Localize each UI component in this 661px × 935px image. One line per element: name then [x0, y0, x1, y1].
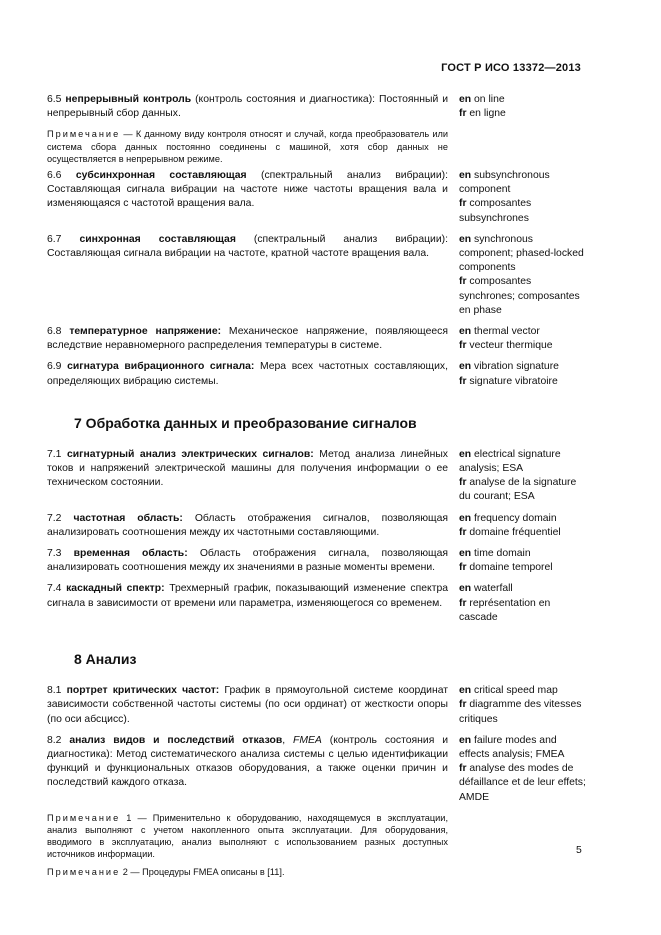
entries-group: [47, 93, 587, 121]
translation: [459, 169, 587, 197]
translation: [459, 582, 587, 596]
translation: [459, 93, 587, 107]
language-code: en: [459, 94, 472, 105]
term-number: 6.9: [47, 361, 62, 373]
term-number: 7.4: [47, 583, 62, 595]
term-number: 7.2: [47, 512, 62, 524]
translation-text: on line: [474, 94, 505, 105]
term-entry: [47, 169, 587, 226]
term-body: Метод анализа линейных токов и напряжений электрической машины для получения информации о ее техническом состоянии.: [47, 448, 449, 489]
term-definition: [47, 547, 448, 575]
translation: [459, 762, 587, 805]
translation-text: time domain: [474, 548, 531, 560]
term-entry: [47, 233, 587, 318]
translation-text: vibration signature: [474, 361, 559, 373]
entries-group: [47, 448, 587, 625]
language-code: en: [459, 583, 472, 595]
language-code: en: [459, 448, 472, 460]
term-number: 8.1: [47, 685, 62, 697]
term-definition: [47, 582, 448, 625]
term-entry: [47, 547, 587, 575]
term-number: 7.3: [47, 548, 62, 560]
language-code: fr: [459, 340, 467, 352]
term-translations: [459, 512, 587, 540]
language-code: fr: [459, 763, 467, 775]
translation: [459, 684, 587, 698]
translation: [459, 476, 587, 504]
term-name: синхронная составляющая: [79, 233, 236, 245]
term-definition: [47, 734, 448, 805]
note: [47, 812, 448, 861]
note-prefix: Примечание: [47, 129, 121, 140]
note-prefix: Примечание: [47, 812, 121, 823]
translation-text: vecteur thermique: [469, 340, 553, 352]
term-number: 6.7: [47, 233, 62, 245]
term-number: 7.1: [47, 448, 62, 460]
translation: [459, 512, 587, 526]
translation-text: subsynchronous component: [459, 170, 550, 196]
term-definition: [47, 169, 448, 226]
term-translations: [459, 360, 587, 388]
translation: [459, 698, 587, 726]
term-body: Мера всех частотных составляющих, определяющих вибрацию системы.: [47, 361, 448, 387]
translation: [459, 561, 587, 575]
term-name: каскадный спектр:: [66, 583, 165, 595]
term-definition: [47, 684, 448, 727]
language-code: fr: [459, 477, 467, 489]
language-code: fr: [459, 597, 467, 609]
term-name: сигнатурный анализ электрических сигналов:: [66, 448, 314, 460]
term-name: частотная область:: [73, 512, 183, 524]
note-text: 1 — Применительно к оборудованию, находящемуся в эксплуатации, анализ выполняют с учетом накопленного опыта эксплуатации. Для оборудования, вводимого в эксплуатацию, анализ выполняют с использованием разных доступных источников информации.: [47, 812, 448, 860]
translation-text: analyse de la signature du courant; ESA: [459, 477, 577, 503]
term-translations: [459, 233, 587, 318]
entries-group: [47, 684, 587, 805]
translation-text: synchronous component; phased-locked components: [459, 233, 584, 274]
language-code: fr: [459, 562, 467, 574]
term-entry: [47, 325, 587, 353]
term-entry: [47, 448, 587, 505]
section-heading: 7 Обработка данных и преобразование сигналов: [74, 414, 417, 431]
term-definition: [47, 448, 448, 505]
term-definition: [47, 233, 448, 318]
translation: [459, 339, 587, 353]
term-definition: [47, 512, 448, 540]
term-translations: [459, 93, 587, 121]
note-text: — К данному виду контроля относят и случай, когда преобразователь или система сбора данных постоянно соединены с машиной, хотя сбор данных не осуществляется в непрерывном режиме.: [47, 129, 448, 164]
translation-text: frequency domain: [474, 512, 557, 524]
term-name: анализ видов и последствий отказов: [69, 734, 283, 746]
translation-text: domaine fréquentiel: [469, 526, 561, 538]
translation-text: waterfall: [474, 583, 513, 595]
translation-text: diagramme des vitesses critiques: [459, 699, 582, 725]
term-entry: [47, 93, 587, 121]
language-code: fr: [459, 198, 467, 210]
term-body: Механическое напряжение, появляющееся вследствие неравномерного распределения температуры в системе.: [47, 326, 448, 352]
page-number: 5: [576, 845, 582, 856]
note: [47, 128, 448, 165]
term-definition: [47, 325, 448, 353]
term-definition: [47, 93, 448, 121]
language-code: fr: [459, 108, 467, 120]
term-entry: [47, 734, 587, 805]
translation-text: domaine temporel: [469, 562, 553, 574]
language-code: en: [459, 361, 472, 373]
translation: [459, 375, 587, 389]
term-definition: [47, 360, 448, 388]
term-name: температурное напряжение:: [69, 326, 222, 338]
term-body: (контроль состояния и диагностика): Постоянный и непрерывный сбор данных.: [47, 94, 448, 120]
language-code: fr: [459, 375, 467, 387]
language-code: fr: [459, 276, 467, 288]
translation-text: composantes synchrones; composantes en phase: [459, 276, 580, 316]
entries-group: [47, 169, 587, 389]
language-code: en: [459, 512, 472, 524]
page-content: [47, 93, 587, 882]
term-body: Область отображения сигналов, позволяющая анализировать соотношения между их частотными составляющими.: [47, 512, 449, 538]
term-body: Область отображения сигнала, позволяющая анализировать соотношения между их значениями в разные моменты времени.: [47, 548, 448, 574]
term-translations: [459, 448, 587, 505]
term-abbreviation: FMEA: [293, 734, 322, 746]
language-code: en: [459, 548, 472, 560]
translation-text: thermal vector: [474, 326, 540, 338]
translation: [459, 734, 587, 762]
term-name: непрерывный контроль: [65, 94, 192, 105]
term-number: 6.5: [47, 94, 62, 105]
translation: [459, 233, 587, 276]
term-body: Трехмерный график, показывающий изменение спектра сигнала в зависимости от времени или параметра, изменяющегося со временем.: [47, 583, 449, 609]
translation: [459, 597, 587, 625]
translation: [459, 547, 587, 561]
term-entry: [47, 684, 587, 727]
translation-text: en ligne: [469, 108, 506, 120]
translation-text: analyse des modes de défaillance et de leur effets; AMDE: [459, 763, 586, 803]
term-name: сигнатура вибрационного сигнала:: [67, 361, 255, 373]
translation-text: failure modes and effects analysis; FMEA: [459, 734, 565, 760]
language-code: en: [459, 326, 472, 338]
translation: [459, 526, 587, 540]
term-entry: [47, 512, 587, 540]
term-body: (спектральный анализ вибрации): Составляющая сигнала вибрации на частоте ниже частоты вращения вала и изменяющаяся с частотой вращения вала.: [47, 170, 448, 210]
translation-text: signature vibratoire: [469, 375, 558, 387]
term-translations: [459, 684, 587, 727]
note-text: 2 — Процедуры FMEA описаны в [11].: [120, 866, 285, 877]
translation-text: représentation en cascade: [459, 597, 551, 623]
term-separator: ,: [282, 734, 293, 746]
language-code: en: [459, 233, 472, 245]
term-number: 6.8: [47, 326, 62, 338]
translation: [459, 275, 587, 318]
term-translations: [459, 169, 587, 226]
term-translations: [459, 325, 587, 353]
translation: [459, 197, 587, 225]
term-translations: [459, 582, 587, 625]
note-prefix: Примечание: [47, 866, 121, 877]
term-name: субсинхронная составляющая: [75, 170, 247, 182]
term-entry: [47, 360, 587, 388]
translation-text: composantes subsynchrones: [459, 198, 532, 224]
language-code: fr: [459, 699, 467, 711]
term-entry: [47, 582, 587, 625]
translation: [459, 325, 587, 339]
language-code: en: [459, 734, 472, 746]
section-heading: 8 Анализ: [74, 651, 137, 668]
term-body: (контроль состояния и диагностика): Метод систематического анализа системы с целью идентификации функций и функциональных отказов оборудования, а также оценки причин и последствий каждого отказа.: [47, 734, 449, 789]
language-code: en: [459, 170, 472, 182]
language-code: fr: [459, 526, 467, 538]
term-body: График в прямоугольной системе координат зависимости собственной частоты системы (по оси ординат) от жесткости опоры (по оси абсцисс).: [47, 685, 449, 725]
translation-text: critical speed map: [474, 685, 558, 697]
term-name: портрет критических частот:: [66, 685, 220, 697]
term-name: временная область:: [73, 548, 188, 560]
translation: [459, 107, 587, 121]
term-number: 8.2: [47, 734, 62, 746]
language-code: en: [459, 685, 472, 697]
translation: [459, 448, 587, 476]
term-number: 6.6: [47, 170, 62, 182]
term-translations: [459, 547, 587, 575]
note: [47, 866, 448, 878]
term-body: (спектральный анализ вибрации): Составляющая сигнала вибрации на частоте, кратной частоте вращения вала.: [47, 233, 449, 260]
translation: [459, 360, 587, 374]
document-code: ГОСТ Р ИСО 13372—2013: [441, 62, 581, 74]
term-translations: [459, 734, 587, 805]
translation-text: electrical signature analysis; ESA: [459, 448, 561, 475]
